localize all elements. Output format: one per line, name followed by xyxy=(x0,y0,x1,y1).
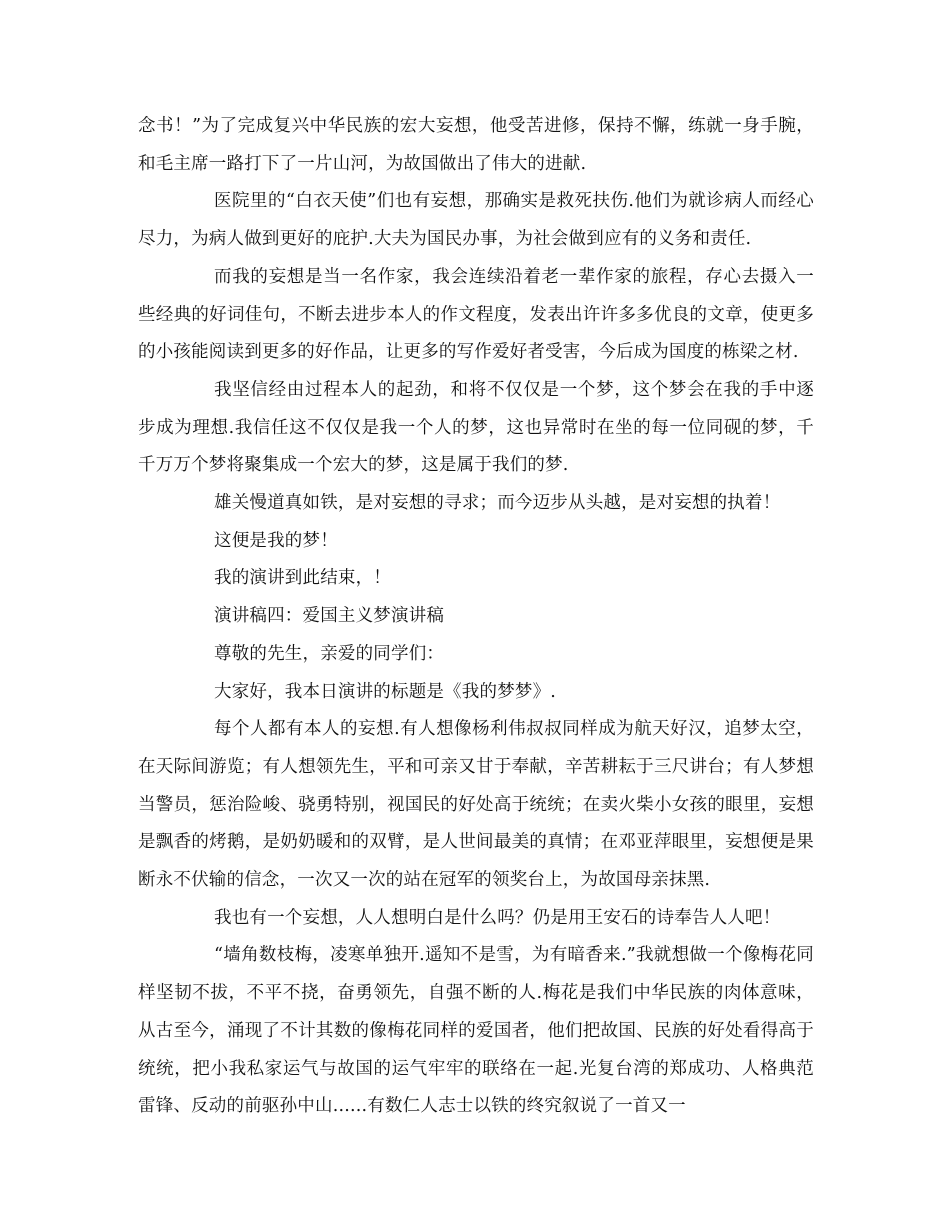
paragraph: 而我的妄想是当一名作家，我会连续沿着老一辈作家的旅程，存心去摄入一些经典的好词佳句，不断去进步本人的作文程度，发表出许许多多优良的文章，使更多的小孩能阅读到更多的好作品，让更多的写作爱好者受害，今后成为国度的栋梁之材. xyxy=(138,266,814,363)
paragraph: 我的演讲到此结束，！ xyxy=(214,568,391,589)
paragraph: 大家好，我本日演讲的标题是《我的梦梦》. xyxy=(214,681,557,702)
paragraph: 医院里的“白衣天使”们也有妄想，那确实是救死扶伤.他们为就诊病人而经心尽力，为病人做到更好的庇护.大夫为国民办事，为社会做到应有的义务和责任. xyxy=(138,191,814,250)
paragraph: 我也有一个妄想，人人想明白是什么吗？仍是用王安石的诗奉告人人吧！ xyxy=(214,907,781,928)
paragraph: 这便是我的梦！ xyxy=(214,530,338,551)
paragraph: “墙角数枝梅，凌寒单独开.遥知不是雪，为有暗香来.”我就想做一个像梅花同样坚韧不拔，不平不挠，奋勇领先，自强不断的人.梅花是我们中华民族的肉体意味，从古至今，涌现了不计其数的像梅花同样的爱国者，他们把故国、民族的好处看得高于统统，把小我私家运气与故国的运气牢牢的联络在一起.光复台湾的郑成功、人格典范雷锋、反动的前驱孙中山......有数仁人志士以铁的终究叙说了一首又一 xyxy=(138,945,814,1117)
paragraph: 念书！”为了完成复兴中华民族的宏大妄想，他受苦进修，保持不懈，练就一身手腕，和毛主席一路打下了一片山河，为故国做出了伟大的进献. xyxy=(138,116,814,174)
paragraph: 我坚信经由过程本人的起劲，和将不仅仅是一个梦，这个梦会在我的手中逐步成为理想.我信任这不仅仅是我一个人的梦，这也异常时在坐的每一位同砚的梦，千千万万个梦将聚集成一个宏大的梦，这是属于我们的梦. xyxy=(138,379,814,476)
document-body xyxy=(138,108,814,1126)
section-heading: 演讲稿四：爱国主义梦演讲稿 xyxy=(214,606,445,627)
salutation: 尊敬的先生，亲爱的同学们： xyxy=(214,643,445,664)
paragraph: 雄关慢道真如铁，是对妄想的寻求；而今迈步从头越，是对妄想的执着！ xyxy=(214,493,781,514)
paragraph: 每个人都有本人的妄想.有人想像杨利伟叔叔同样成为航天好汉，追梦太空，在天际间游览；有人想领先生，平和可亲又甘于奉献，辛苦耕耘于三尺讲台；有人梦想当警员，惩治险峻、骁勇特别，视国民的好处高于统统；在卖火柴小女孩的眼里，妄想是飘香的烤鹅，是奶奶暖和的双臂，是人世间最美的真情；在邓亚萍眼里，妄想便是果断永不伏输的信念，一次又一次的站在冠军的领奖台上，为故国母亲抹黑. xyxy=(138,719,814,891)
